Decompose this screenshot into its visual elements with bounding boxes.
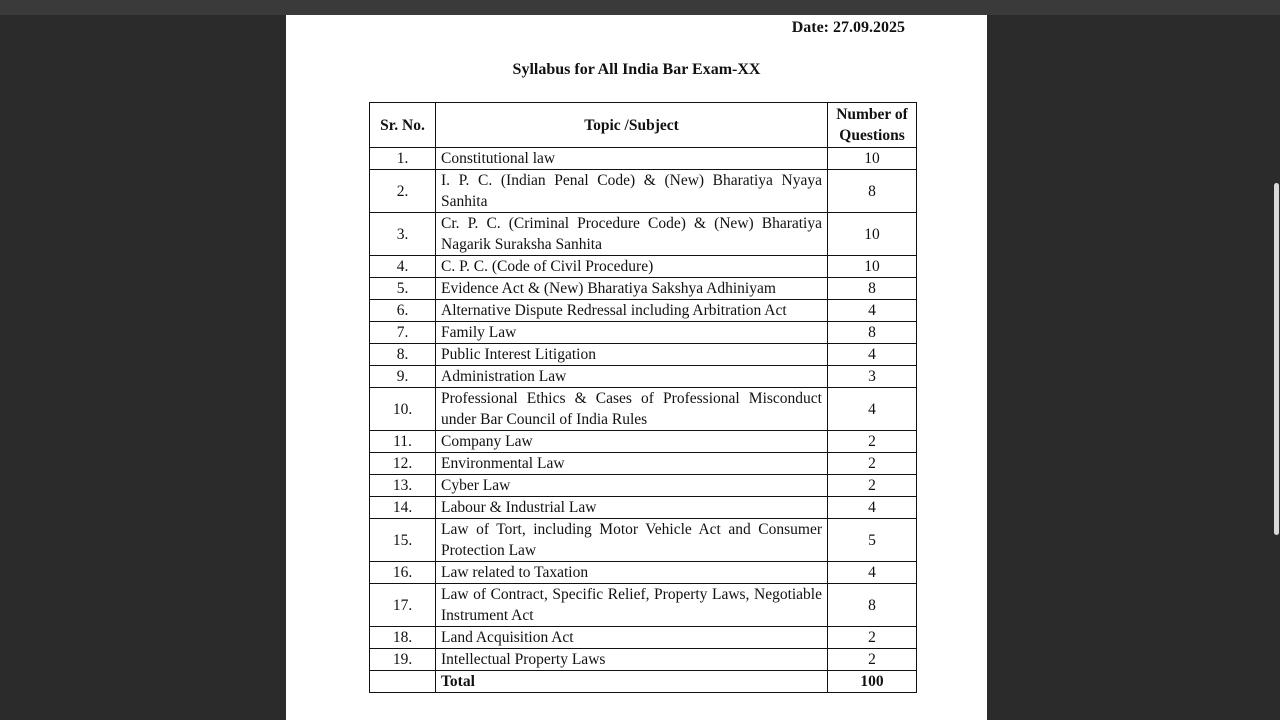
row-topic: C. P. C. (Code of Civil Procedure) <box>436 256 828 278</box>
header-number-of-questions <box>828 103 917 148</box>
row-number-of-questions: 4 <box>828 562 917 584</box>
header-topic: Topic /Subject <box>436 103 828 148</box>
table-row <box>370 300 917 322</box>
scrollbar-thumb[interactable] <box>1274 183 1279 535</box>
row-number-of-questions: 4 <box>828 344 917 366</box>
row-sr-no: 2. <box>370 170 436 213</box>
row-number-of-questions: 10 <box>828 148 917 170</box>
row-sr-no: 10. <box>370 388 436 431</box>
row-sr-no: 4. <box>370 256 436 278</box>
total-number-of-questions: 100 <box>828 671 917 693</box>
table-row <box>370 256 917 278</box>
table-row <box>370 170 917 213</box>
row-topic: Family Law <box>436 322 828 344</box>
document-title: Syllabus for All India Bar Exam-XX <box>512 61 761 78</box>
row-sr-no: 12. <box>370 453 436 475</box>
table-row <box>370 519 917 562</box>
table-row <box>370 148 917 170</box>
row-number-of-questions: 8 <box>828 584 917 627</box>
viewer-top-bar <box>0 0 1280 15</box>
row-number-of-questions: 2 <box>828 475 917 497</box>
row-number-of-questions: 10 <box>828 213 917 256</box>
row-topic: I. P. C. (Indian Penal Code) & (New) Bharatiya Nyaya Sanhita <box>436 170 828 213</box>
row-number-of-questions: 4 <box>828 497 917 519</box>
row-topic: Intellectual Property Laws <box>436 649 828 671</box>
table-row <box>370 475 917 497</box>
document-page <box>286 15 987 720</box>
syllabus-table <box>369 102 917 693</box>
table-total-row <box>370 671 917 693</box>
table-row <box>370 431 917 453</box>
table-row <box>370 497 917 519</box>
row-number-of-questions: 4 <box>828 300 917 322</box>
row-sr-no: 11. <box>370 431 436 453</box>
row-sr-no: 17. <box>370 584 436 627</box>
header-num-line2: Questions <box>839 127 905 144</box>
row-number-of-questions: 2 <box>828 649 917 671</box>
table-row <box>370 388 917 431</box>
row-topic: Law related to Taxation <box>436 562 828 584</box>
row-sr-no: 14. <box>370 497 436 519</box>
row-number-of-questions: 2 <box>828 627 917 649</box>
row-sr-no: 16. <box>370 562 436 584</box>
table-body <box>370 148 917 693</box>
row-number-of-questions: 2 <box>828 431 917 453</box>
row-sr-no: 15. <box>370 519 436 562</box>
row-number-of-questions: 3 <box>828 366 917 388</box>
table-row <box>370 344 917 366</box>
row-number-of-questions: 10 <box>828 256 917 278</box>
row-sr-no: 5. <box>370 278 436 300</box>
row-number-of-questions: 2 <box>828 453 917 475</box>
row-number-of-questions: 8 <box>828 170 917 213</box>
table-header-row <box>370 103 917 148</box>
vertical-scrollbar[interactable] <box>1272 15 1280 720</box>
table-row <box>370 213 917 256</box>
row-topic: Company Law <box>436 431 828 453</box>
row-number-of-questions: 8 <box>828 322 917 344</box>
row-topic: Law of Contract, Specific Relief, Property Laws, Negotiable Instrument Act <box>436 584 828 627</box>
row-sr-no: 8. <box>370 344 436 366</box>
row-topic: Alternative Dispute Redressal including Arbitration Act <box>436 300 828 322</box>
row-number-of-questions: 8 <box>828 278 917 300</box>
header-sr-no: Sr. No. <box>370 103 436 148</box>
document-date: Date: 27.09.2025 <box>791 19 905 36</box>
row-topic: Evidence Act & (New) Bharatiya Sakshya Adhiniyam <box>436 278 828 300</box>
row-sr-no: 9. <box>370 366 436 388</box>
row-topic: Law of Tort, including Motor Vehicle Act and Consumer Protection Law <box>436 519 828 562</box>
row-topic: Administration Law <box>436 366 828 388</box>
row-sr-no: 1. <box>370 148 436 170</box>
table-row <box>370 649 917 671</box>
row-topic: Constitutional law <box>436 148 828 170</box>
table-row <box>370 584 917 627</box>
row-sr-no: 6. <box>370 300 436 322</box>
row-sr-no: 18. <box>370 627 436 649</box>
row-topic: Environmental Law <box>436 453 828 475</box>
table-row <box>370 562 917 584</box>
row-topic: Cr. P. C. (Criminal Procedure Code) & (New) Bharatiya Nagarik Suraksha Sanhita <box>436 213 828 256</box>
row-sr-no: 19. <box>370 649 436 671</box>
row-sr-no: 3. <box>370 213 436 256</box>
row-sr-no: 7. <box>370 322 436 344</box>
table-row <box>370 627 917 649</box>
table-row <box>370 278 917 300</box>
header-num-line1: Number of <box>836 106 908 123</box>
row-topic: Cyber Law <box>436 475 828 497</box>
row-sr-no: 13. <box>370 475 436 497</box>
table-row <box>370 366 917 388</box>
row-topic: Labour & Industrial Law <box>436 497 828 519</box>
table-row <box>370 322 917 344</box>
row-number-of-questions: 4 <box>828 388 917 431</box>
row-number-of-questions: 5 <box>828 519 917 562</box>
row-topic: Land Acquisition Act <box>436 627 828 649</box>
total-label: Total <box>436 671 828 693</box>
row-topic: Professional Ethics & Cases of Professional Misconduct under Bar Council of India Rules <box>436 388 828 431</box>
row-topic: Public Interest Litigation <box>436 344 828 366</box>
total-sr-no <box>370 671 436 693</box>
table-row <box>370 453 917 475</box>
